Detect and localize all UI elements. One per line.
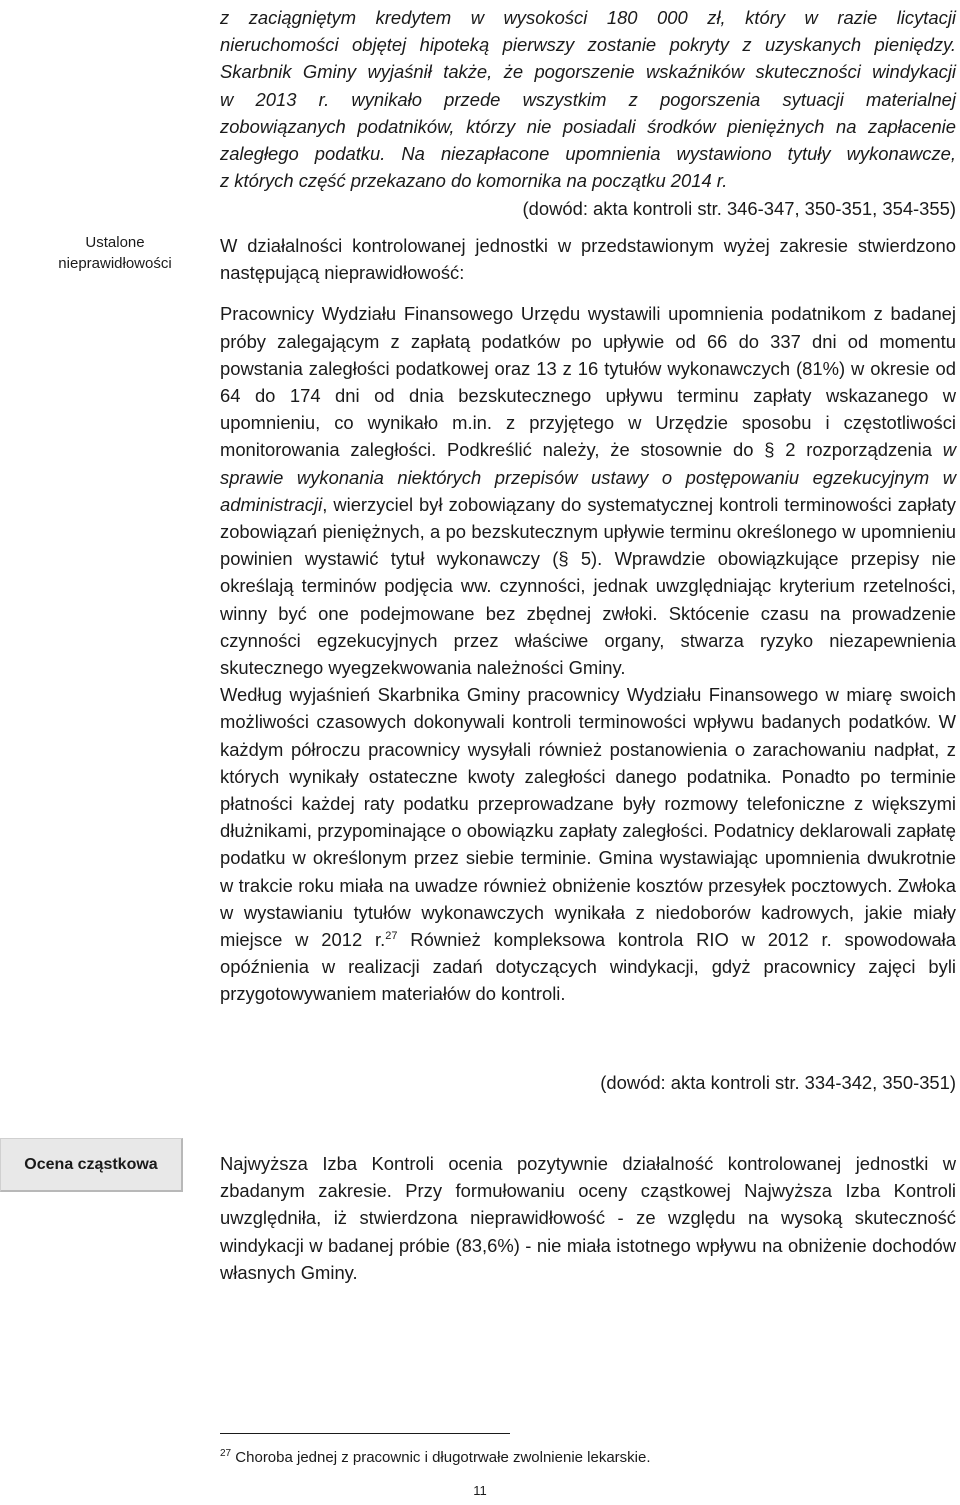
text-line: z których część przekazano do komornika na początku 2014 r. bbox=[220, 170, 728, 192]
section-label bbox=[40, 232, 190, 274]
text-line: zaległego podatku. Na niezapłacone upomnienia wystawiono tytuły wykonawcze, bbox=[220, 143, 956, 165]
footnote bbox=[220, 1448, 651, 1468]
continued-paragraph bbox=[220, 4, 956, 194]
footnote-ref[interactable]: 27 bbox=[385, 929, 398, 942]
paragraph-text: Również kompleksowa kontrola RIO w 2012 r. spowodowała opóźnienia w realizacji zadań dotyczących windykacji, gdyż pracownicy zajęci byli przygotowywaniem materiałów do kontroli. bbox=[220, 929, 957, 1005]
paragraph bbox=[220, 300, 956, 681]
footnote-text: Choroba jednej z pracownic i długotrwałe zwolnienie lekarskie. bbox=[235, 1449, 651, 1466]
paragraph bbox=[220, 681, 956, 1007]
assessment-paragraph: Najwyższa Izba Kontroli ocenia pozytywnie działalność kontrolowanej jednostki w zbadanym zakresie. Przy formułowaniu oceny cząstkowej Najwyższa Izba Kontroli uwzględniła, iż stwierdzona nieprawidłowość - ze względu na wysoką skuteczność windykacji w badanej próbie (83,6%) - nie miała istotnego wpływu na obniżenie dochodów własnych Gminy. bbox=[220, 1153, 956, 1283]
intro-paragraph: W działalności kontrolowanej jednostki w przedstawionym wyżej zakresie stwierdzono następującą nieprawidłowość: bbox=[220, 235, 956, 284]
regulation-title: w sprawie wykonania niektórych przepisów ustawy o postępowaniu egzekucyjnym w administracji bbox=[220, 439, 956, 515]
footnote-divider bbox=[220, 1433, 510, 1434]
text-line: zobowiązanych podatników, którzy nie posiadali środków pieniężnych na zapłacenie bbox=[220, 115, 956, 137]
assessment-label: Ocena cząstkowa bbox=[24, 1155, 158, 1173]
text-line: Skarbnik Gminy wyjaśnił także, że pogorszenie wskaźników skuteczności windykacji bbox=[220, 61, 956, 83]
text-line: nieruchomości objętej hipoteką pierwszy zostanie pokryty z uzyskanych pieniędzy. bbox=[220, 34, 956, 56]
footnote-marker: 27 bbox=[220, 1448, 232, 1459]
section-label-line: Ustalone bbox=[85, 234, 145, 251]
page-number: 11 bbox=[473, 1483, 487, 1498]
evidence-reference: (dowód: akta kontroli str. 346-347, 350-351, 354-355) bbox=[522, 198, 956, 219]
paragraph-text: Według wyjaśnień Skarbnika Gminy pracownicy Wydziału Finansowego w miarę swoich możliwości czasowych dokonywali kontroli terminowości wpływu badanych podatków. W każdym półroczu pracownicy wysyłali również postanowienia o zarachowaniu nadpłat, z których wynikały ostateczne kwoty zaległości danego podatnika. Ponadto po terminie płatności każdej raty podatku przeprowadzane były rozmowy telefoniczne z większymi dłużnikami, przypominające o obowiązku zapłaty zaległości. Podatnicy deklarowali zapłatę podatku w określonym przez siebie terminie. Gmina wystawiając upomnienia dwukrotnie w trakcie roku miała na uwadze również obniżenie kosztów przesyłek pocztowych. Zwłoka w wystawianiu tytułów wykonawczych wynikała z niedoborów kadrowych, jakie miały miejsce w 2012 r. bbox=[220, 684, 956, 951]
section-label-line: nieprawidłowości bbox=[58, 255, 172, 272]
evidence-reference: (dowód: akta kontroli str. 334-342, 350-351) bbox=[600, 1072, 956, 1093]
text-line: w 2013 r. wynikało przede wszystkim z pogorszenia sytuacji materialnej bbox=[220, 88, 956, 110]
assessment-label-box bbox=[0, 1138, 183, 1192]
findings-body bbox=[220, 232, 956, 1008]
paragraph-text: , wierzyciel był zobowiązany do systematycznej kontroli terminowości zapłaty zobowiązań pieniężnych, a po bezskutecznym upływie terminu określonego w upomnieniu powinien wystawić tytuł wykonawczy (§ 5). Wprawdzie obowiązkujące przepisy nie określają terminów podjęcia ww. czynności, jednak uwzględniając kryterium rzetelności, winny być one podejmowane bez zbędnej zwłoki. Sktócenie czasu na prowadzenie czynności egzekucyjnych przez właściwe organy, stwarza ryzyko niezapewnienia skutecznego wyegzekwowania należności Gminy. bbox=[220, 493, 956, 679]
paragraph-text: Pracownicy Wydziału Finansowego Urzędu wystawili upomnienia podatnikom z badanej próby zalegającym z zapłatą podatków po upływie od 66 do 337 dni od momentu powstania zaległości podatkowej oraz 13 z 16 tytułów wykonawczych (81%) w okresie od 64 do 174 dni od dnia bezskutecznego upływu terminu zapłaty wskazanego w upomnieniu, co wynikało m.in. z przyjętego w Urzędzie sposobu i częstotliwości monitorowania zaległości. Podkreślić należy, że stosownie do § 2 rozporządzenia bbox=[220, 303, 956, 461]
text-line: z zaciągniętym kredytem w wysokości 180 000 zł, który w razie licytacji bbox=[220, 7, 956, 28]
